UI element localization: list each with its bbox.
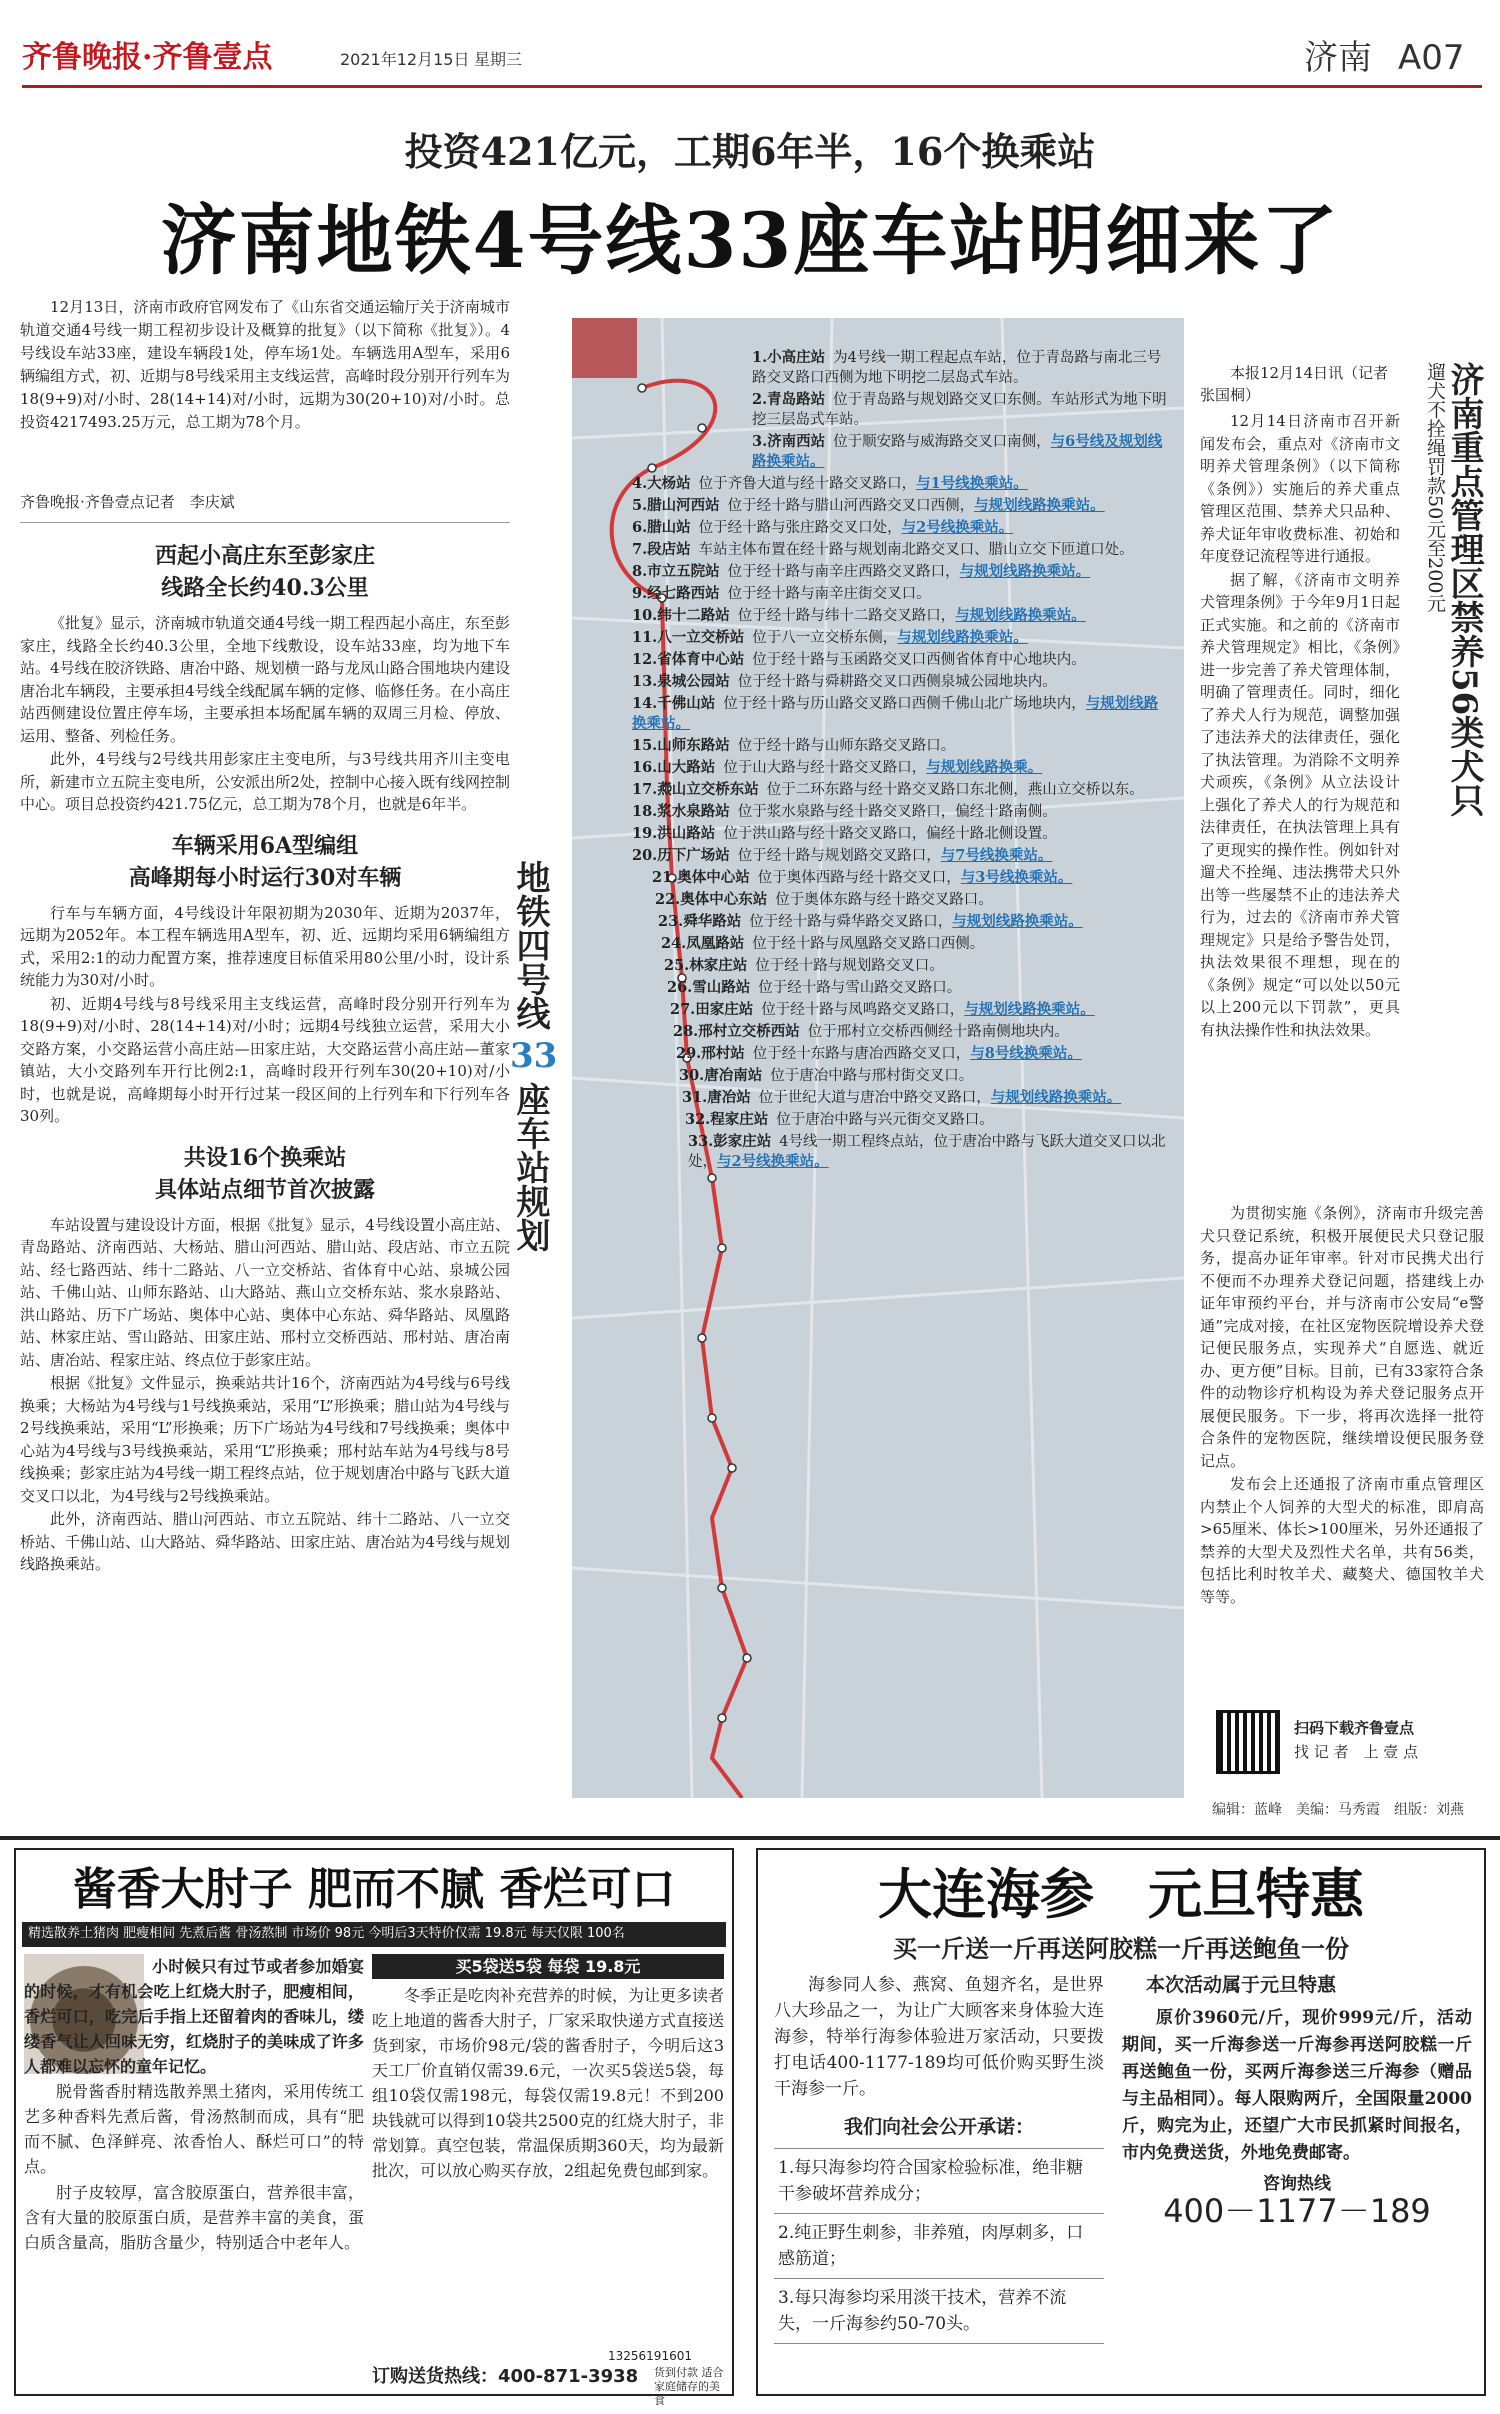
station-entry: [632, 1110, 1172, 1130]
station-name: 3.济南西站: [752, 433, 826, 450]
station-desc: 位于经十路与玉函路交叉口西侧省体育中心地块内。: [752, 652, 1086, 668]
paragraph: 海参同人参、燕窝、鱼翅齐名，是世界八大珍品之一，为让广大顾客来身体验大连海参，特举行海参体验进万家活动，只要拨打电话400-1177-189均可低价购买野生淡干海参一斤。: [774, 1975, 1104, 2099]
ad-seacucumber: [756, 1848, 1486, 2396]
station-entry: [632, 432, 1172, 472]
station-entry: [632, 1066, 1172, 1086]
station-desc: 位于奥体东路与经十路交叉路口。: [775, 892, 993, 908]
station-entry: [632, 390, 1172, 430]
section-1: [20, 540, 510, 816]
station-entry: [632, 348, 1172, 388]
paragraph: 此外，济南西站、腊山河西站、市立五院站、纬十二路站、八一立交桥站、千佛山站、山大路站、舜华路站、田家庄站、唐冶站为4号线与规划线路换乘站。: [20, 1510, 510, 1573]
byline: 齐鲁晚报·齐鲁壹点记者 李庆斌: [20, 492, 510, 523]
map-label-part1: 地铁四号线: [510, 860, 550, 1030]
paragraph: 行车与车辆方面，4号线设计年限初期为2030年、近期为2037年，远期为2052年。本工程车辆选用A型车，初、近、远期均采用6辆编组方式，采用2:1的动力配置方案，推荐速度目标值采用80公里/小时，设计系统能力为30对/小时。: [20, 903, 510, 989]
station-desc: 为4号线一期工程起点车站，位于青岛路与南北三号路交叉路口西侧为地下明挖二层岛式车站。: [752, 350, 1162, 386]
station-entry: [632, 780, 1172, 800]
station-name: 25.林家庄站: [664, 957, 748, 974]
station-desc: 位于唐冶中路与兴元街交叉路口。: [776, 1112, 994, 1128]
station-entry: [632, 736, 1172, 756]
station-entry: [632, 606, 1172, 626]
paragraph: 《批复》显示，济南城市轨道交通4号线一期工程西起小高庄，东至彭家庄，线路全长约40.3公里，全地下线敷设，设车站33座，均为地下车站。4号线在胶济铁路、唐冶中路、规划横一路与龙凤山路合围地块内建设唐冶北车辆段，主要承担4号线全线配属车辆的定修、临修任务。在小高庄站西侧建设位置庄停车场，主要承担本场配属车辆的双周三月检、停放、运用、整备、列检任务。: [20, 614, 510, 745]
ad-divider: [0, 1836, 1500, 1840]
paragraph: 此外，4号线与2号线共用彭家庄主变电所，与3号线共用齐川主变电所，新建市立五院主变电所，公安派出所2处，控制中心接入既有线网控制中心。项目总投资约421.75亿元，总工期为78个月，也就是6年半。: [20, 750, 510, 813]
ad-sc-promise-title: 我们向社会公开承诺：: [843, 2116, 1034, 2138]
section-2: [20, 830, 510, 1128]
station-entry: [632, 802, 1172, 822]
station-entry: [632, 978, 1172, 998]
section-1-title: 西起小高庄东至彭家庄 线路全长约40.3公里: [154, 543, 375, 601]
headline-title: 济南地铁4号线33座车站明细来了: [160, 196, 1340, 285]
ad-pork-hotline[interactable]: 订购送货热线：400-871-3938: [372, 2366, 639, 2387]
ad-sc-title: 大连海参 元旦特惠: [878, 1863, 1364, 1926]
newspaper-logo: 齐鲁晚报·齐鲁壹点: [22, 40, 273, 75]
station-entry: [632, 540, 1172, 560]
ad-sc-promises: [774, 2148, 1104, 2344]
paragraph: 12月14日济南市召开新闻发布会，重点对《济南市文明养犬管理条例》（以下简称《条例》）实施后的养犬重点管理区范围、禁养犬只品种、养犬证年审收费标准、初始和年度登记流程等进行通报。: [1200, 412, 1400, 565]
promise-item: 2.纯正野生刺参，非养殖，肉厚刺多，口感筋道；: [774, 2214, 1104, 2279]
station-name: 20.历下广场站: [632, 847, 730, 864]
ad-pork-title: 酱香大肘子 肥而不腻 香烂可口: [72, 1864, 676, 1915]
station-transfer: 与8号线换乘站。: [970, 1045, 1082, 1062]
station-entry: [632, 562, 1172, 582]
station-entry: [632, 758, 1172, 778]
station-entry: [632, 1088, 1172, 1108]
station-transfer: 与规划线路换乘站。: [632, 695, 1159, 732]
station-desc: 4号线一期工程终点站，位于唐冶中路与飞跃大道交叉口以北处，: [688, 1134, 1166, 1170]
station-name: 7.段店站: [632, 541, 691, 558]
paragraph: 发布会上还通报了济南市重点管理区内禁止个人饲养的大型犬的标准，即肩高>65厘米、体长>100厘米，另外还通报了禁养的大型犬及烈性犬名单，共有56类，包括比利时牧羊犬、藏獒犬、德国牧羊犬等等。: [1200, 1475, 1484, 1606]
station-name: 11.八一立交桥站: [632, 629, 745, 646]
station-name: 22.奥体中心东站: [655, 891, 768, 908]
station-desc: 位于世纪大道与唐冶中路交叉路口，: [758, 1090, 991, 1106]
map-label-part2: 座车站规划: [510, 1082, 550, 1252]
side-title-main: 济南重点管理区禁养56类犬只: [1444, 362, 1484, 818]
qr-line-1: 扫码下载齐鲁壹点: [1294, 1719, 1415, 1737]
station-entry: [632, 496, 1172, 516]
station-desc: 位于二环东路与经十路交叉路口东北侧，燕山立交桥以东。: [766, 782, 1144, 798]
ad-pork-promo: 买5袋送5袋 每袋 19.8元: [372, 1954, 724, 1979]
station-name: 8.市立五院站: [632, 563, 720, 580]
station-transfer: 与规划线路换乘。: [926, 759, 1043, 776]
station-desc: 位于经十路与凤凰路交叉路口西侧。: [752, 936, 985, 952]
ad-sc-hotline-label: 咨询热线: [1263, 2174, 1331, 2194]
station-name: 5.腊山河西站: [632, 497, 720, 514]
station-desc: 位于经十路与历山路交叉路口西侧千佛山北广场地块内，: [723, 696, 1086, 712]
station-entry: [632, 846, 1172, 866]
ad-pork-phone2[interactable]: 13256191601: [608, 2349, 692, 2363]
station-entry: [632, 912, 1172, 932]
ad-pork-col1: [24, 1954, 364, 2256]
ad-sc-col1: [774, 1972, 1104, 2344]
station-desc: 位于顺安路与威海路交叉口南侧，: [833, 434, 1051, 450]
station-desc: 位于经十路与规划路交叉口。: [755, 958, 944, 974]
station-transfer: 与2号线换乘站。: [901, 519, 1014, 536]
station-desc: 位于邢村立交桥西侧经十路南侧地块内。: [807, 1024, 1069, 1040]
station-name: 15.山师东路站: [632, 737, 730, 754]
station-desc: 位于山大路与经十路交叉路口，: [723, 760, 927, 776]
qr-line-2: 找 记 者 上 壹 点: [1294, 1743, 1419, 1761]
section-3-title: 共设16个换乘站 具体站点细节首次披露: [154, 1144, 375, 1203]
station-name: 10.纬十二路站: [632, 607, 730, 624]
station-name: 1.小高庄站: [752, 349, 826, 366]
paragraph: 据了解，《济南市文明养犬管理条例》于今年9月1日起正式实施。和之前的《济南市养犬管理规定》相比，《条例》进一步完善了养犬管理体制，明确了管理责任。同时，细化了养犬人行为规范，调整加强了违法养犬的法律责任，强化了执法管理。为消除不文明养犬顽疾，《条例》从立法设计上强化了养犬人的行为规范和法律责任，在执法管理上具有了更现实的操作性。例如针对遛犬不拴绳、违法携带犬只外出等一些屡禁不止的违法养犬行为，过去的《济南市养犬管理规定》只是给予警告处罚，执法效果很不理想，现在的《条例》规定“可以处以50元以上200元以下罚款”，更具有执法操作性和执法效果。: [1200, 570, 1400, 1039]
section-name: 济南: [1304, 38, 1372, 78]
paragraph: 车站设置与建设设计方面，根据《批复》显示，4号线设置小高庄站、青岛路站、济南西站、大杨站、腊山河西站、腊山站、段店站、市立五院站、经七路西站、纬十二路站、八一立交桥站、省体育中心站、泉城公园站、千佛山站、山师东路站、山大路站、燕山立交桥东站、浆水泉路站、洪山路站、历下广场站、奥体中心站、奥体中心东站、舜华路站、凤凰路站、林家庄站、雪山路站、田家庄站、邢村立交桥西站、邢村站、唐冶南站、唐冶站、程家庄站、终点位于彭家庄站。: [20, 1215, 510, 1369]
station-name: 29.邢村站: [676, 1045, 745, 1062]
station-desc: 车站主体布置在经十路与规划南北路交叉口、腊山立交下匝道口处。: [698, 542, 1134, 558]
map-label-number: 33: [510, 1036, 558, 1076]
qr-code-icon[interactable]: [1216, 1710, 1280, 1774]
station-desc: 位于唐冶中路与邢村街交叉口。: [770, 1068, 974, 1084]
station-desc: 位于八一立交桥东侧，: [752, 630, 898, 646]
ad-sc-col2: [1122, 1972, 1472, 2230]
station-name: 32.程家庄站: [685, 1111, 769, 1128]
masthead: [22, 28, 1482, 88]
station-name: 12.省体育中心站: [632, 651, 745, 668]
station-desc: 位于经十路与凤鸣路交叉路口，: [761, 1002, 965, 1018]
station-name: 31.唐冶站: [682, 1089, 751, 1106]
station-desc: 位于经十路与规划路交叉路口，: [737, 848, 941, 864]
station-transfer: 与规划线路换乘站。: [897, 629, 1028, 646]
station-name: 18.浆水泉路站: [632, 803, 730, 820]
lead-paragraph: 12月13日，济南市政府官网发布了《山东省交通运输厅关于济南城市轨道交通4号线一期工程初步设计及概算的批复》（以下简称《批复》）。4号线设车站33座，建设车辆段1处，停车场1处。车辆选用A型车，采用6辆编组方式，初、近期与8号线采用主支线运营，高峰时段分别开行列车为18(9+9)对/小时、28(14+14)对/小时，远期为30(20+10)对/小时。总投资4217493.25万元，总工期为78个月。: [20, 298, 510, 431]
station-name: 13.泉城公园站: [632, 673, 730, 690]
station-transfer: 与3号线换乘站。: [960, 869, 1073, 886]
station-desc: 位于经十路与纬十二路交叉路口，: [737, 608, 956, 624]
station-transfer: 与1号线换乘站。: [916, 475, 1028, 492]
qr-box: [1216, 1710, 1484, 1780]
section-3: [20, 1142, 510, 1576]
paragraph: 原价3960元/斤，现价999元/斤，活动期间，买一斤海参送一斤海参再送阿胶糕一斤再送鲍鱼一份，买两斤海参送三斤海参（赠品与主品相同）。每人限购两斤，全国限量2000斤，购完为止，还望广大市民抓紧时间报名，市内免费送货，外地免费邮寄。: [1122, 2008, 1472, 2163]
ad-sc-hotline[interactable]: 400－1177－189: [1163, 2192, 1431, 2230]
station-transfer: 与规划线路换乘站。: [959, 563, 1091, 580]
station-desc: 位于浆水泉路与经十路交叉路口，偏经十路南侧。: [737, 804, 1057, 820]
station-name: 26.雪山路站: [667, 979, 751, 996]
paragraph: 小时候只有过节或者参加婚宴的时候，才有机会吃上红烧大肘子，肥瘦相间，香烂可口，吃完后手指上还留着肉的香味儿，缕缕香气让人回味无穷，红烧肘子的美味成了许多人都难以忘怀的童年记忆。: [24, 1957, 364, 2076]
station-name: 19.洪山路站: [632, 825, 716, 842]
station-desc: 位于奥体西路与经十路交叉口，: [757, 870, 961, 886]
paragraph: 根据《批复》文件显示，换乘站共计16个，济南西站为4号线与6号线换乘；大杨站为4号线与1号线换乘站，采用“L”形换乘；腊山站为4号线与2号线换乘站，采用“L”形换乘；历下广场站为4号线和7号线换乘；奥体中心站为4号线与3号线换乘站，采用“L”形换乘；邢村站车站为4号线与8号线换乘；彭家庄站为4号线一期工程终点站，位于规划唐冶中路与飞跃大道交叉口以北，为4号线与2号线换乘站。: [20, 1374, 510, 1505]
paragraph: 肘子皮较厚，富含胶原蛋白，营养很丰富，含有大量的胶原蛋白质，是营养丰富的美食，蛋白质含量高，脂肪含量少，特别适合中老年人。: [24, 2183, 364, 2252]
station-desc: 位于洪山路与经十路交叉路口，偏经十路北侧设置。: [723, 826, 1057, 842]
page-credits: 编辑：蓝峰 美编：马秀霞 组版：刘燕: [1212, 1802, 1464, 1818]
station-name: 33.彭家庄站: [688, 1133, 772, 1150]
station-list: [632, 348, 1172, 1174]
promise-item: 1.每只海参均符合国家检验标准，绝非糖干参破坏营养成分；: [774, 2149, 1104, 2214]
station-entry: [632, 934, 1172, 954]
side-body: [1200, 410, 1400, 1042]
station-entry: [632, 1132, 1172, 1172]
station-transfer: 与规划线路换乘站。: [952, 913, 1083, 930]
side-title: [1422, 362, 1482, 922]
station-name: 21.奥体中心站: [652, 869, 750, 886]
ad-pork-bar: 精选散养土猪肉 肥瘦相间 先煮后酱 骨汤熬制 市场价 98元 今明后3天特价仅需 19.8元 每天仅限 100名: [22, 1922, 726, 1947]
station-transfer: 与6号线及规划线路换乘站。: [752, 433, 1163, 470]
side-article: [1200, 362, 1484, 1762]
station-entry: [632, 890, 1172, 910]
station-name: 9.经七路西站: [632, 585, 720, 602]
station-entry: [632, 956, 1172, 976]
station-entry: [632, 518, 1172, 538]
station-entry: [632, 824, 1172, 844]
station-transfer: 与规划线路换乘站。: [964, 1001, 1095, 1018]
section-2-title: 车辆采用6A型编组 高峰期每小时运行30对车辆: [128, 832, 402, 891]
side-body-wide: [1200, 1202, 1484, 1609]
station-transfer: 与规划线路换乘站。: [974, 497, 1105, 514]
paragraph: 为贯彻实施《条例》，济南市升级完善犬只登记系统，积极开展便民犬只登记服务，提高办证年审率。针对市民携犬出行不便而不办理养犬登记问题，搭建线上办证年审预约平台，并与济南市公安局“e警通”完成对接，在社区宠物医院增设养犬登记便民服务点，实现养犬“自愿选、就近办、更方便”目标。目前，已有33家符合条件的动物诊疗机构设为养犬登记服务点开展便民服务。下一步，将再次选择一批符合条件的宠物医院，继续增设便民服务登记点。: [1200, 1204, 1484, 1470]
station-entry: [632, 584, 1172, 604]
station-name: 16.山大路站: [632, 759, 716, 776]
station-desc: 位于经十路与腊山河西路交叉口西侧，: [727, 498, 975, 514]
station-name: 28.邢村立交桥西站: [673, 1023, 800, 1040]
station-transfer: 与规划线路换乘站。: [990, 1089, 1122, 1106]
station-entry: [632, 650, 1172, 670]
side-title-sub: 遛犬不拴绳罚款50元至200元: [1424, 362, 1446, 613]
issue-weekday: 星期三: [474, 50, 523, 69]
station-entry: [632, 1044, 1172, 1064]
station-desc: 位于青岛路与规划路交叉口东侧。车站形式为地下明挖三层岛式车站。: [752, 392, 1167, 428]
promise-item: 3.每只海参均采用淡干技术，营养不流失，一斤海参约50-70头。: [774, 2279, 1104, 2344]
station-name: 24.凤凰路站: [661, 935, 745, 952]
station-entry: [632, 1000, 1172, 1020]
station-entry: [632, 868, 1172, 888]
station-name: 27.田家庄站: [670, 1001, 754, 1018]
station-name: 30.唐冶南站: [679, 1067, 763, 1084]
station-transfer: 与2号线换乘站。: [717, 1153, 829, 1170]
station-entry: [632, 672, 1172, 692]
paragraph: 脱骨酱香肘精选散养黑土猪肉，采用传统工艺多种香料先煮后酱，骨汤熬制而成，具有“肥而不腻、色泽鲜亮、浓香怡人、酥烂可口”的特点。: [24, 2082, 364, 2176]
station-desc: 位于经十路与舜耕路交叉口西侧泉城公园地块内。: [737, 674, 1057, 690]
station-desc: 位于经十路与山师东路交叉路口。: [737, 738, 956, 754]
station-desc: 位于经十东路与唐冶西路交叉口，: [752, 1046, 971, 1062]
station-entry: [632, 628, 1172, 648]
side-byline: 本报12月14日讯（记者 张国桐）: [1200, 364, 1404, 404]
station-entry: [632, 1022, 1172, 1042]
issue-date: 2021年12月15日: [340, 50, 470, 69]
station-name: 2.青岛路站: [752, 391, 826, 408]
station-name: 17.燕山立交桥东站: [632, 781, 759, 798]
station-desc: 位于经十路与雪山路交叉路口。: [758, 980, 962, 996]
ad-pork-note: 货到付款 适合家庭储存的美食: [654, 2366, 724, 2407]
station-desc: 位于经十路与南辛庄西路交叉路口，: [727, 564, 960, 580]
station-desc: 位于经十路与舜华路交叉路口，: [749, 914, 953, 930]
ad-pork-col2: [372, 1954, 724, 2184]
paragraph: 冬季正是吃肉补充营养的时候，为让更多读者吃上地道的酱香大肘子，厂家采取快递方式直接送货到家，市场价98元/袋的酱香肘子，今明后这3天工厂价直销仅需39.6元，一次买5袋送5袋，每组10袋仅需198元，每袋仅需19.8元！不到200块钱就可以得到10袋共2500克的红烧大肘子，非常划算。真空包装，常温保质期360天，均为最新批次，可以放心购买存放，2组起免费包邮到家。: [372, 1986, 725, 2180]
ad-pork: [14, 1848, 734, 2407]
station-transfer: 与7号线换乘站。: [940, 847, 1053, 864]
page-number: A07: [1398, 38, 1465, 78]
ad-sc-subtitle: 买一斤送一斤再送阿胶糕一斤再送鲍鱼一份: [893, 1934, 1349, 1963]
station-name: 6.腊山站: [632, 519, 691, 536]
station-desc: 位于齐鲁大道与经十路交叉路口，: [698, 476, 917, 492]
article-body: [20, 536, 510, 1577]
station-desc: 位于经十路与南辛庄街交叉口。: [727, 586, 931, 602]
station-name: 4.大杨站: [632, 475, 691, 492]
station-desc: 位于经十路与张庄路交叉口处，: [698, 520, 902, 536]
station-name: 14.千佛山站: [632, 695, 716, 712]
headline-kicker: 投资421亿元，工期6年半，16个换乘站: [404, 129, 1096, 174]
map-vertical-label: [510, 860, 558, 1252]
station-name: 23.舜华路站: [658, 913, 742, 930]
station-transfer: 与规划线路换乘站。: [955, 607, 1086, 624]
metro-map: [572, 318, 1184, 1798]
station-entry: [632, 694, 1172, 734]
station-entry: [632, 474, 1172, 494]
paragraph: 初、近期4号线与8号线采用主支线运营，高峰时段分别开行列车为18(9+9)对/小时、28(14+14)对/小时；远期4号线独立运营，采用大小交路方案，小交路运营小高庄站—田家庄站，大交路运营小高庄站—董家镇站，大小交路列车开行比例2:1，高峰时段开行列车30(20+10)对/小时，也就是说，高峰期每小时开行过某一段区间的上行列车和下行列车各30列。: [20, 994, 510, 1125]
ad-sc-side-title: 本次活动属于元旦特惠: [1146, 1974, 1337, 1996]
